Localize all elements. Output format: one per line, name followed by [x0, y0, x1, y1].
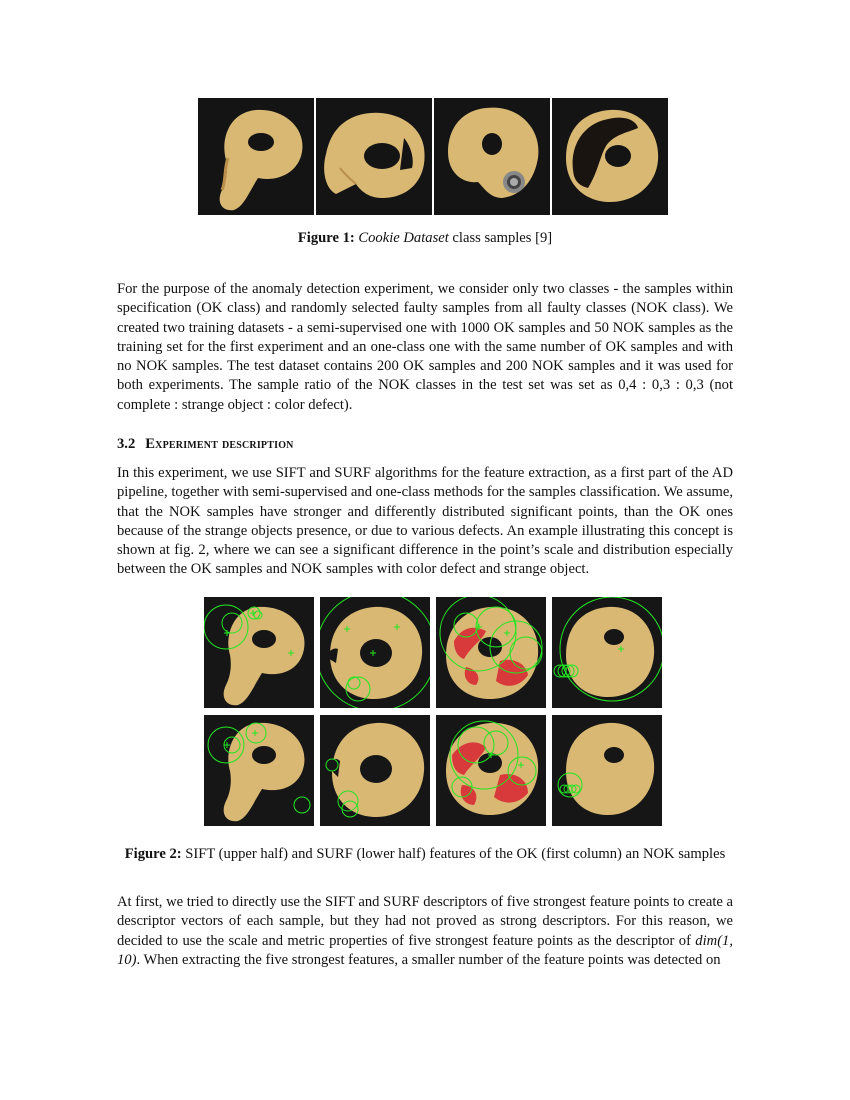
- figure-2-caption: [0, 846, 850, 863]
- section-title: Experiment description: [145, 436, 294, 452]
- paragraph-descriptor-method: [117, 893, 733, 970]
- sift-ok-sample: [204, 597, 314, 708]
- figure-1-caption-text: class samples [9]: [448, 230, 553, 246]
- figure-1-caption: [0, 230, 850, 247]
- figure-1-image-strip: [198, 98, 669, 215]
- figure-2-label: Figure 2:: [124, 846, 182, 862]
- paragraph-3-text-b: . When extracting the five strongest features, a smaller number of the feature points was detected on: [136, 951, 721, 968]
- figure-2-row-sift: [204, 597, 664, 708]
- paragraph-dataset-description: For the purpose of the anomaly detection experiment, we consider only two classes - the samples within specification (OK class) and randomly selected faulty samples from all faulty classes (NOK class). We created two training datasets - a semi-supervised one with 1000 OK samples and 50 NOK samples as the training set for the first experiment and an one-class one with the same number of OK samples and with no NOK samples. The test dataset contains 200 OK samples and 200 NOK samples and it was used for both experiments. The sample ratio of the NOK classes in the test set was set as 0,4 : 0,3 : 0,3 (not complete : strange object : color defect).: [117, 281, 733, 413]
- figure-2-caption-text: SIFT (upper half) and SURF (lower half) features of the OK (first column) an NOK samples: [181, 846, 726, 862]
- sift-strange-object-sample: [436, 597, 546, 708]
- figure-1-label: Figure 1:: [297, 230, 355, 246]
- cookie-image-strange-object: [434, 98, 550, 215]
- surf-color-defect-sample: [552, 715, 662, 826]
- figure-2-row-surf: [204, 715, 664, 826]
- paragraph-3-text-a: At first, we tried to directly use the SIFT and SURF descriptors of five strongest feature points to create a descriptor vectors of each sample, but they had not proved as strong descriptors. For this reason, we decided to use the scale and metric properties of five strongest feature points as the descriptor of: [117, 894, 733, 949]
- surf-ok-sample: [204, 715, 314, 826]
- cookie-image-not-complete: [316, 98, 432, 215]
- sift-color-defect-sample: [552, 597, 662, 708]
- surf-not-complete-sample: [320, 715, 430, 826]
- figure-2-image-grid: [204, 597, 664, 826]
- figure-1-caption-italic: Cookie Dataset: [358, 230, 449, 246]
- cookie-image-color-defect: [552, 98, 668, 215]
- section-heading: [117, 436, 294, 453]
- surf-strange-object-sample: [436, 715, 546, 826]
- paragraph-experiment-description: In this experiment, we use SIFT and SURF algorithms for the feature extraction, as a first part of the AD pipeline, together with semi-supervised and one-class methods for the samples classification. We assume, that the NOK samples have stronger and differently distributed significant points, than the OK ones because of the strange objects presence, or due to various defects. An example illustrating this concept is shown at fig. 2, where we can see a significant difference in the point’s scale and distribution especially between the OK samples and NOK samples with color defect and strange object.: [117, 465, 733, 578]
- section-number: 3.2: [117, 436, 136, 452]
- paragraph-3-italic: dim(1, 10): [117, 932, 733, 968]
- cookie-image-ok: [198, 98, 314, 215]
- sift-not-complete-sample: [320, 597, 430, 708]
